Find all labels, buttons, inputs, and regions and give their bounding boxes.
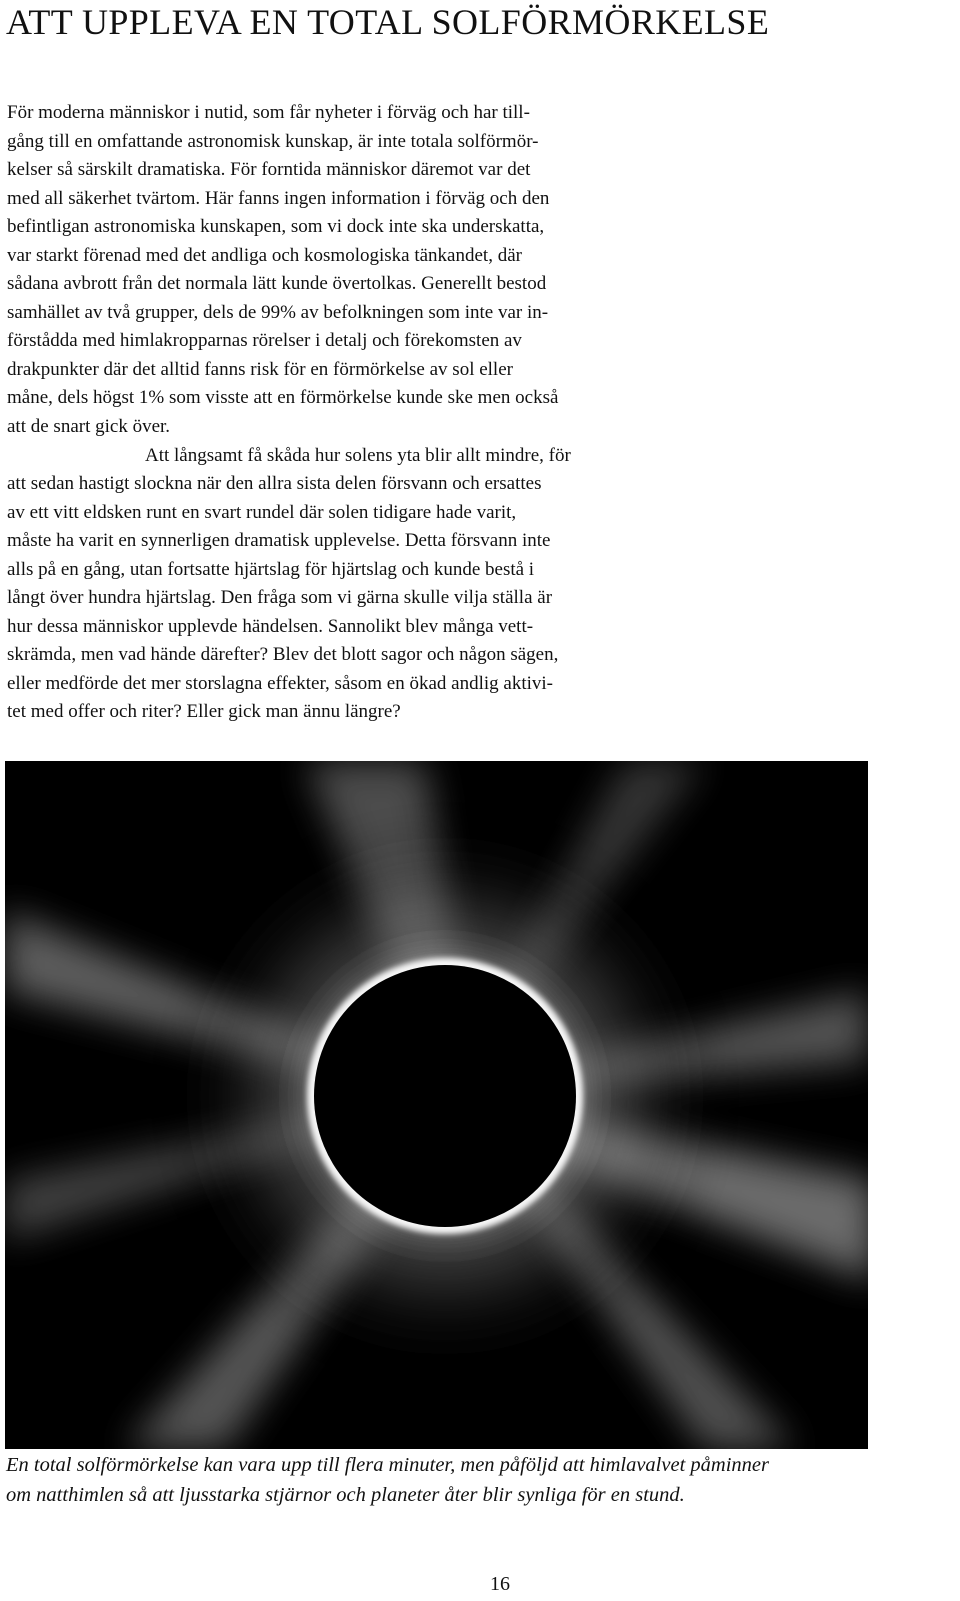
body-text <box>7 99 742 727</box>
text-line: skrämda, men vad hände därefter? Blev det blott sagor och någon sägen, <box>7 644 559 666</box>
text-line: För moderna människor i nutid, som får nyheter i förväg och har till- <box>7 102 530 123</box>
moon-disk <box>314 965 576 1227</box>
text-line: kelser så särskilt dramatiska. För forntida människor däremot var det <box>7 159 531 181</box>
text-line: var starkt förenad med det andliga och kosmologiska tänkandet, där <box>7 244 522 266</box>
figure-caption <box>6 1450 956 1510</box>
text-line: eller medförde det mer storslagna effekter, såsom en ökad andlig aktivi- <box>7 672 553 694</box>
caption-line: om natthimlen så att ljusstarka stjärnor och planeter åter blir synliga för en stund. <box>6 1484 685 1506</box>
text-line: med all säkerhet tvärtom. Här fanns ingen information i förväg och den <box>7 187 550 209</box>
text-line: alls på en gång, utan fortsatte hjärtslag för hjärtslag och kunde bestå i <box>7 558 535 580</box>
text-line: att sedan hastigt slockna när den allra sista delen försvann och ersattes <box>7 473 542 495</box>
text-line-indented: Att långsamt få skåda hur solens yta blir allt mindre, för <box>145 444 571 466</box>
text-line: måste ha varit en synnerligen dramatisk upplevelse. Detta försvann inte <box>7 530 551 552</box>
paragraph-2 <box>7 442 742 727</box>
text-line: drakpunkter där det alltid fanns risk för en förmörkelse av sol eller <box>7 358 513 380</box>
eclipse-photo <box>5 761 868 1449</box>
text-line: att de snart gick över. <box>7 416 171 438</box>
page-number: 16 <box>490 1573 510 1595</box>
paragraph-1 <box>7 99 742 442</box>
text-line: tet med offer och riter? Eller gick man ännu längre? <box>7 701 401 723</box>
text-line: gång till en omfattande astronomisk kunskap, är inte totala solförmör- <box>7 130 539 152</box>
page-title: ATT UPPLEVA EN TOTAL SOLFÖRMÖRKELSE <box>6 2 770 42</box>
text-line: av ett vitt eldsken runt en svart rundel där solen tidigare hade varit, <box>7 501 517 523</box>
caption-line: En total solförmörkelse kan vara upp till flera minuter, men påföljd att himlavalvet påminner <box>6 1454 769 1476</box>
text-line: långt över hundra hjärtslag. Den fråga som vi gärna skulle vilja ställa är <box>7 587 553 609</box>
text-line: befintligan astronomiska kunskapen, som vi dock inte ska underskatta, <box>7 216 545 238</box>
text-line: hur dessa människor upplevde händelsen. Sannolikt blev många vett- <box>7 615 534 637</box>
text-line: måne, dels högst 1% som visste att en förmörkelse kunde ske men också <box>7 387 559 409</box>
eclipse-illustration <box>5 761 868 1449</box>
text-line: sådana avbrott från det normala lätt kunde övertolkas. Generellt bestod <box>7 273 547 295</box>
text-line: samhället av två grupper, dels de 99% av befolkningen som inte var in- <box>7 301 549 323</box>
text-line: förstådda med himlakropparnas rörelser i detalj och förekomsten av <box>7 330 522 352</box>
